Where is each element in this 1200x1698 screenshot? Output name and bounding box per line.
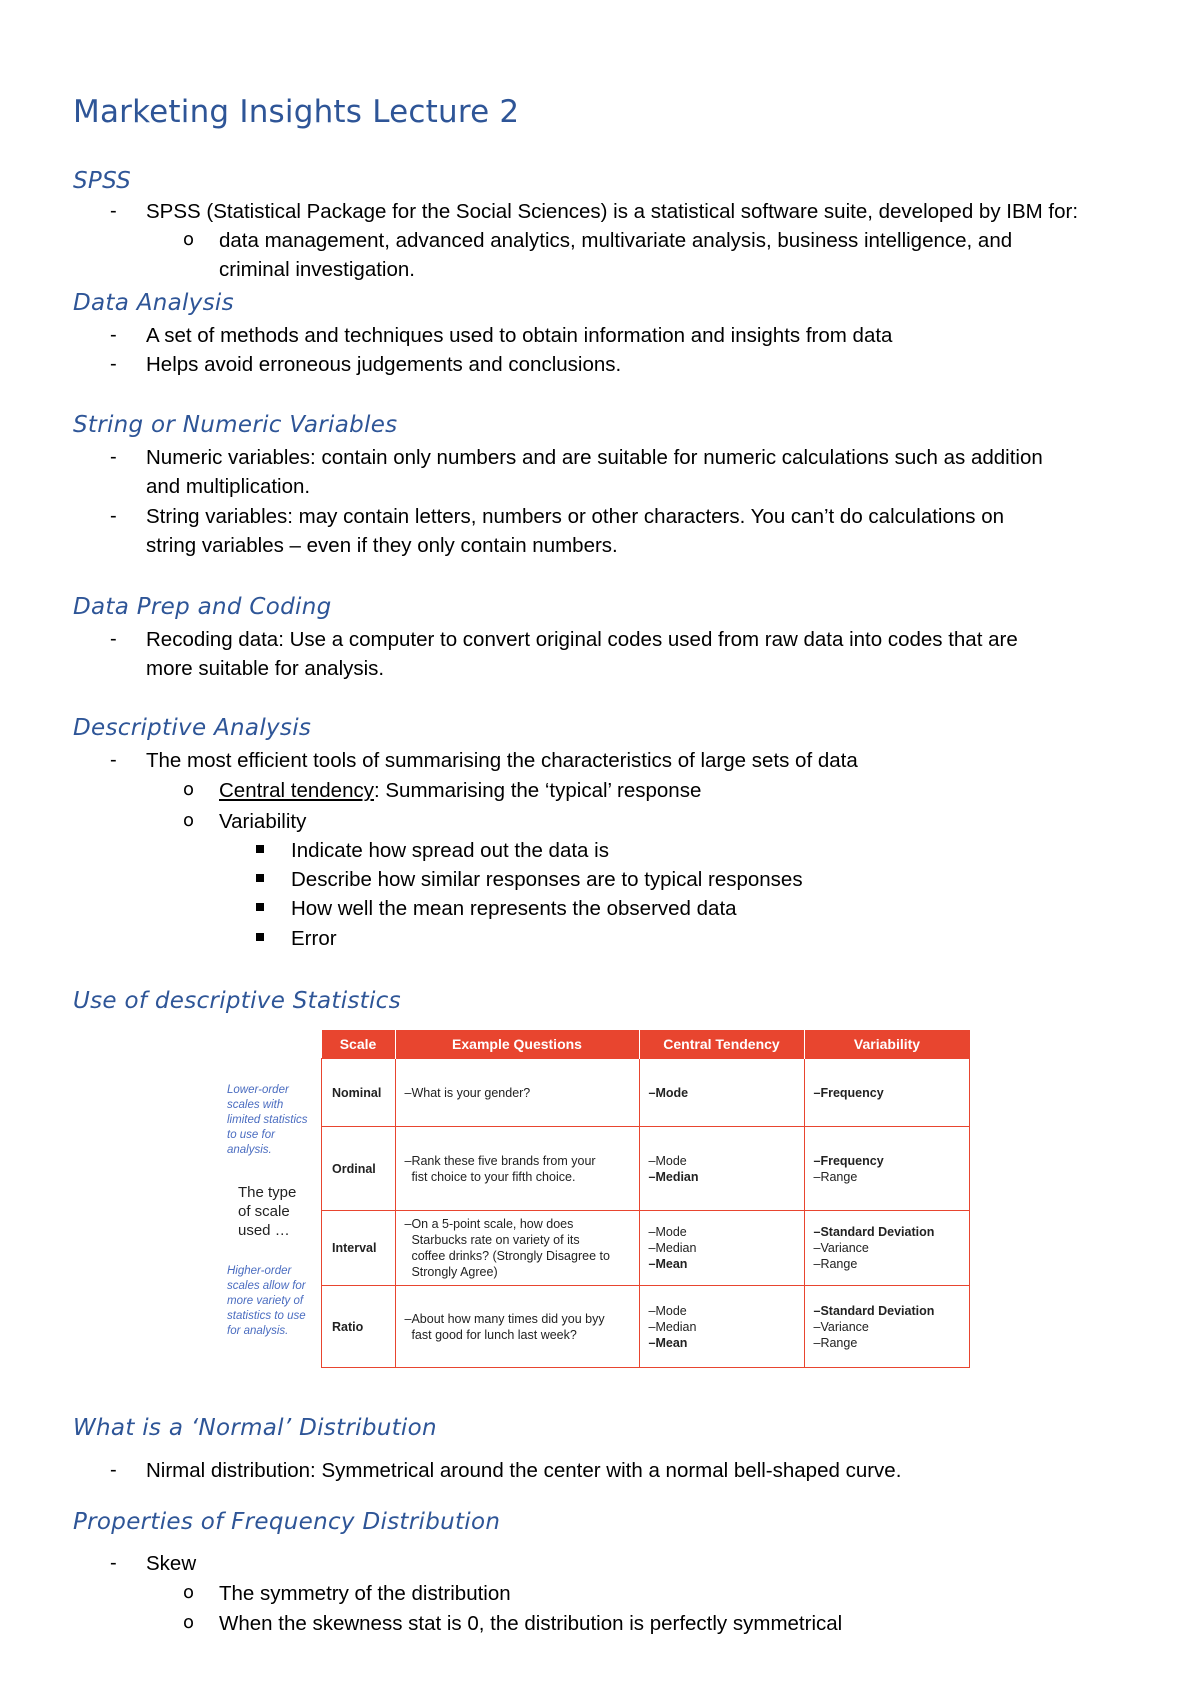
bullet-dash: - xyxy=(110,324,117,346)
central-tendency-term: Central tendency xyxy=(219,779,374,802)
bullet-dash: - xyxy=(110,1552,117,1574)
col-header-variability: Variability xyxy=(804,1030,970,1059)
cell-line: coffee drinks? (Strongly Disagree to xyxy=(404,1249,610,1263)
higher-order-note xyxy=(227,1264,306,1339)
spss-sub-bullet-line1: data management, advanced analytics, multivariate analysis, business intelligence, and xyxy=(219,229,1013,252)
table-row xyxy=(322,1127,970,1211)
skew-sub-2: When the skewness stat is 0, the distribution is perfectly symmetrical xyxy=(219,1612,843,1635)
cell-question xyxy=(395,1059,639,1127)
note-line: to use for xyxy=(227,1129,275,1141)
note-line: analysis. xyxy=(227,1144,272,1156)
col-header-example-questions: Example Questions xyxy=(395,1030,639,1059)
bullet-dash: - xyxy=(110,446,117,468)
heading-spss: SPSS xyxy=(73,168,132,194)
cell-line: Starbucks rate on variety of its xyxy=(404,1233,580,1247)
bullet-circle: o xyxy=(183,810,195,831)
note-line: statistics to use xyxy=(227,1310,306,1322)
bullet-circle: o xyxy=(183,779,195,800)
cell-variability xyxy=(804,1211,970,1286)
cell-line: –Range xyxy=(813,1257,858,1271)
cell-line: –Mode xyxy=(648,1085,689,1100)
bullet-circle: o xyxy=(183,1612,195,1633)
note-line: for analysis. xyxy=(227,1325,289,1337)
cell-line: fast good for lunch last week? xyxy=(404,1327,577,1342)
statistics-scale-figure xyxy=(210,1028,970,1371)
descriptive-bullet-1: The most efficient tools of summarising the characteristics of large sets of data xyxy=(146,749,858,772)
bullet-circle: o xyxy=(183,229,195,250)
square-bullet-icon xyxy=(256,933,264,941)
note-line: scales allow for xyxy=(227,1280,306,1292)
table-row xyxy=(322,1059,970,1127)
table-header-row xyxy=(322,1030,970,1059)
cell-central xyxy=(639,1059,804,1127)
note-line: scales with xyxy=(227,1099,284,1111)
cell-line: –Rank these five brands from your xyxy=(404,1153,596,1168)
cell-line: –Mode xyxy=(648,1153,687,1168)
square-bullet-icon xyxy=(256,845,264,853)
col-header-central-tendency: Central Tendency xyxy=(639,1030,804,1059)
cell-line: –Standard Deviation xyxy=(813,1225,935,1239)
cell-line: –About how many times did you byy xyxy=(404,1311,605,1326)
cell-line: –Frequency xyxy=(813,1085,884,1100)
recoding-bullet-line2: more suitable for analysis. xyxy=(146,657,385,680)
note-line: more variety of xyxy=(227,1295,304,1307)
scale-used-line: of scale xyxy=(238,1203,290,1220)
variability-sub-1: Indicate how spread out the data is xyxy=(291,839,609,862)
heading-data-prep: Data Prep and Coding xyxy=(73,594,332,620)
bullet-dash: - xyxy=(110,505,117,527)
col-header-scale: Scale xyxy=(322,1030,396,1059)
cell-line: –Range xyxy=(813,1169,858,1184)
scale-used-label xyxy=(238,1183,296,1240)
heading-string-numeric: String or Numeric Variables xyxy=(73,412,398,438)
recoding-bullet-line1: Recoding data: Use a computer to convert original codes used from raw data into codes that are xyxy=(146,628,1018,651)
heading-frequency-distribution: Properties of Frequency Distribution xyxy=(73,1509,501,1535)
skew-bullet: Skew xyxy=(146,1552,197,1575)
cell-line: –Standard Deviation xyxy=(813,1303,935,1318)
normal-bullet-1: Nirmal distribution: Symmetrical around the center with a normal bell-shaped curve. xyxy=(146,1459,902,1482)
cell-scale: Interval xyxy=(322,1211,396,1286)
variability-sub-2: Describe how similar responses are to typical responses xyxy=(291,868,803,891)
heading-descriptive: Descriptive Analysis xyxy=(73,715,312,741)
numeric-bullet-line1: Numeric variables: contain only numbers and are suitable for numeric calculations such as addition xyxy=(146,446,1043,469)
scale-statistics-table xyxy=(321,1030,970,1368)
cell-line: –Variance xyxy=(813,1319,869,1334)
cell-line: –Mode xyxy=(648,1225,687,1239)
string-bullet-line2: string variables – even if they only contain numbers. xyxy=(146,534,618,557)
lower-order-note xyxy=(227,1083,308,1158)
spss-sub-bullet-line2: criminal investigation. xyxy=(219,258,415,281)
cell-central xyxy=(639,1286,804,1368)
scale-used-line: The type xyxy=(238,1184,297,1201)
cell-line: –Median xyxy=(648,1169,699,1184)
cell-central xyxy=(639,1211,804,1286)
heading-data-analysis: Data Analysis xyxy=(73,290,234,316)
cell-variability xyxy=(804,1127,970,1211)
bullet-dash: - xyxy=(110,628,117,650)
cell-scale: Ordinal xyxy=(322,1127,396,1211)
data-analysis-bullet-1: A set of methods and techniques used to obtain information and insights from data xyxy=(146,324,893,347)
variability-sub-4: Error xyxy=(291,927,337,950)
page-title: Marketing Insights Lecture 2 xyxy=(73,94,520,130)
bullet-circle: o xyxy=(183,1582,195,1603)
cell-line: –What is your gender? xyxy=(404,1085,531,1100)
cell-scale: Nominal xyxy=(322,1059,396,1127)
variability-sub-3: How well the mean represents the observed data xyxy=(291,897,737,920)
heading-normal-distribution: What is a ‘Normal’ Distribution xyxy=(73,1415,437,1441)
string-bullet-line1: String variables: may contain letters, numbers or other characters. You can’t do calculations on xyxy=(146,505,1005,528)
cell-line: –Variance xyxy=(813,1241,869,1255)
note-line: Higher-order xyxy=(227,1265,292,1277)
cell-line: –Range xyxy=(813,1335,858,1350)
bullet-dash: - xyxy=(110,1459,117,1481)
table-row xyxy=(322,1286,970,1368)
central-tendency-desc: : Summarising the ‘typical’ response xyxy=(373,779,702,802)
square-bullet-icon xyxy=(256,874,264,882)
numeric-bullet-line2: and multiplication. xyxy=(146,475,311,498)
data-analysis-bullet-2: Helps avoid erroneous judgements and conclusions. xyxy=(146,353,622,376)
variability-item: Variability xyxy=(219,810,307,833)
cell-line: –Frequency xyxy=(813,1153,884,1168)
cell-line: –Median xyxy=(648,1241,697,1255)
skew-sub-1: The symmetry of the distribution xyxy=(219,1582,511,1605)
cell-variability xyxy=(804,1059,970,1127)
bullet-dash: - xyxy=(110,353,117,375)
cell-line: fist choice to your fifth choice. xyxy=(404,1169,576,1184)
table-row xyxy=(322,1211,970,1286)
cell-line: Strongly Agree) xyxy=(404,1265,498,1279)
cell-question xyxy=(395,1127,639,1211)
square-bullet-icon xyxy=(256,903,264,911)
note-line: Lower-order xyxy=(227,1084,289,1096)
central-tendency-item xyxy=(219,776,701,805)
scale-used-line: used … xyxy=(238,1222,290,1239)
cell-line: –Mean xyxy=(648,1257,688,1271)
cell-line: –Mean xyxy=(648,1335,688,1350)
bullet-dash: - xyxy=(110,749,117,771)
cell-variability xyxy=(804,1286,970,1368)
cell-question xyxy=(395,1286,639,1368)
cell-scale: Ratio xyxy=(322,1286,396,1368)
cell-line: –Mode xyxy=(648,1303,687,1318)
cell-line: –Median xyxy=(648,1319,697,1334)
spss-bullet-1: SPSS (Statistical Package for the Social Sciences) is a statistical software suite, developed by IBM for: xyxy=(146,200,1079,223)
bullet-dash: - xyxy=(110,200,117,222)
cell-question xyxy=(395,1211,639,1286)
cell-central xyxy=(639,1127,804,1211)
note-line: limited statistics xyxy=(227,1114,308,1126)
cell-line: –On a 5-point scale, how does xyxy=(404,1217,574,1231)
heading-use-stats: Use of descriptive Statistics xyxy=(73,988,401,1014)
